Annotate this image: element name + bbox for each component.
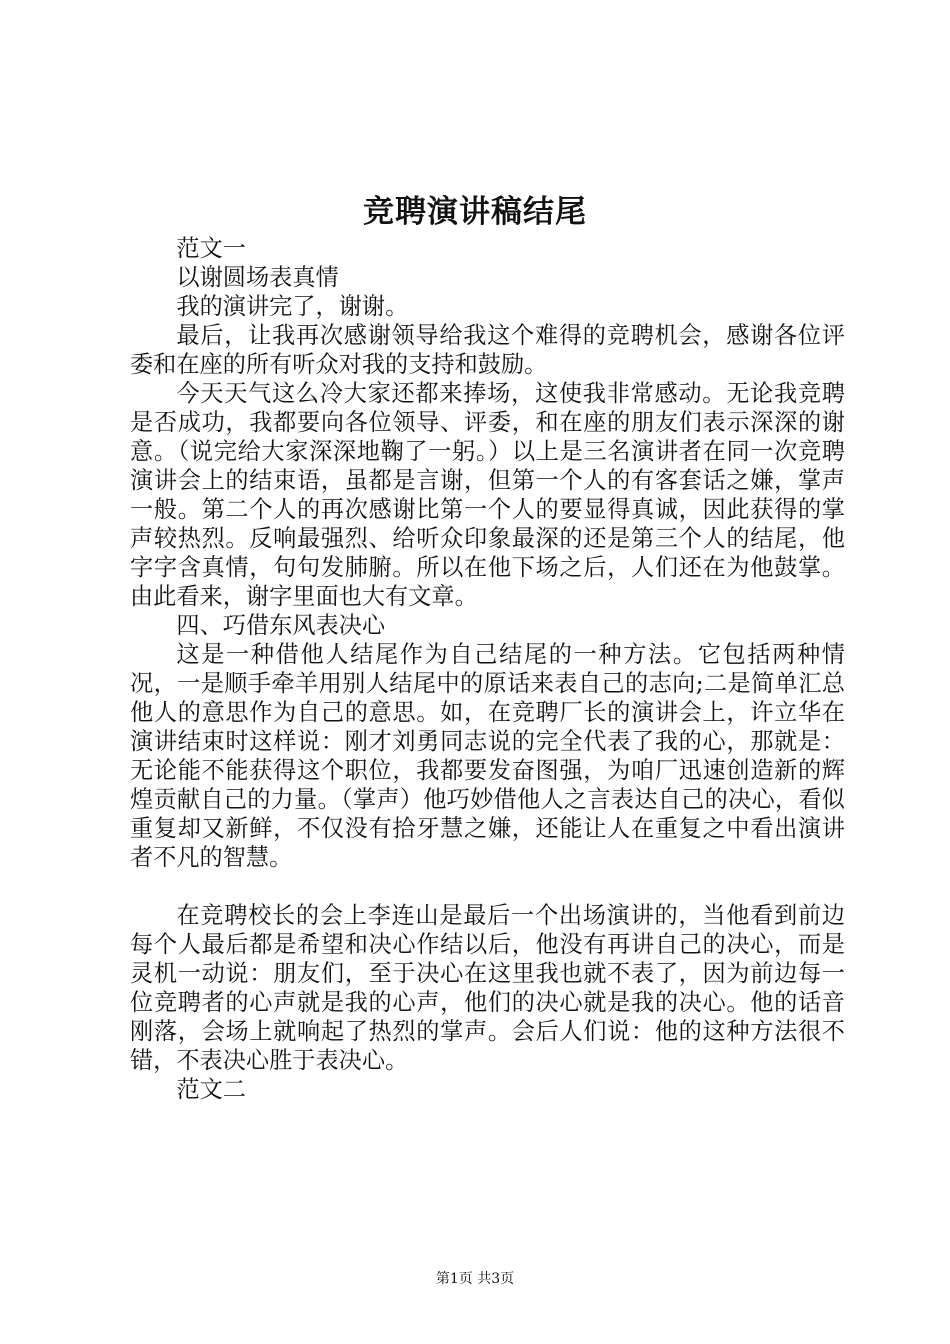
paragraph-principal-example: 在竞聘校长的会上李连山是最后一个出场演讲的，当他看到前边每个人最后都是希望和决心作结以后，他没有再讲自己的决心，而是灵机一动说：朋友们，至于决心在这里我也就不表了，因为前边每一位竞聘者的心声就是我的心声，他们的决心就是我的决心。他的话音刚落，会场上就响起了热烈的掌声。会后人们说：他的这种方法很不错，不表决心胜于表决心。 bbox=[130, 902, 845, 1074]
paragraph-cold-weather: 今天天气这么冷大家还都来捧场，这使我非常感动。无论我竞聘是否成功，我都要向各位领导、评委，和在座的朋友们表示深深的谢意。（说完给大家深深地鞠了一躬。）以上是三名演讲者在同一次竞聘演讲会上的结束语，虽都是言谢，但第一个人的有客套话之嫌，掌声一般。第二个人的再次感谢比第一个人的要显得真诚，因此获得的掌声较热烈。反响最强烈、给听众印象最深的还是第三个人的结尾，他字字含真情，句句发肺腑。所以在他下场之后，人们还在为他鼓掌。由此看来，谢字里面也大有文章。 bbox=[130, 380, 845, 610]
paragraph-label-fanwen-1: 范文一 bbox=[176, 235, 246, 262]
blank-line bbox=[130, 872, 845, 901]
page-footer: 第1页 共3页 bbox=[435, 1271, 515, 1287]
paragraph-heading-borrow: 四、巧借东风表决心 bbox=[176, 612, 386, 639]
paragraph-borrow-method: 这是一种借他人结尾作为自己结尾的一种方法。它包括两种情况，一是顺手牵羊用别人结尾中的原话来表自己的志向;二是简单汇总他人的意思作为自己的意思。如，在竞聘厂长的演讲会上，许立华在演讲结束时这样说：刚才刘勇同志说的完全代表了我的心，那就是：无论能不能获得这个职位，我都要发奋图强，为咱厂迅速创造新的辉煌贡献自己的力量。（掌声）他巧妙借他人之言表达自己的决心，看似重复却又新鲜，不仅没有拾牙慧之嫌，还能让人在重复之中看出演讲者不凡的智慧。 bbox=[130, 641, 845, 871]
paragraph-heading-thanks: 以谢圆场表真情 bbox=[176, 264, 339, 291]
document-body bbox=[130, 234, 845, 1104]
paragraph-thanks-leaders: 最后，让我再次感谢领导给我这个难得的竞聘机会，感谢各位评委和在座的所有听众对我的支持和鼓励。 bbox=[130, 322, 845, 378]
document-title: 竞聘演讲稿结尾 bbox=[363, 194, 587, 230]
paragraph-label-fanwen-2: 范文二 bbox=[176, 1076, 246, 1103]
paragraph-speech-end: 我的演讲完了，谢谢。 bbox=[176, 293, 409, 320]
